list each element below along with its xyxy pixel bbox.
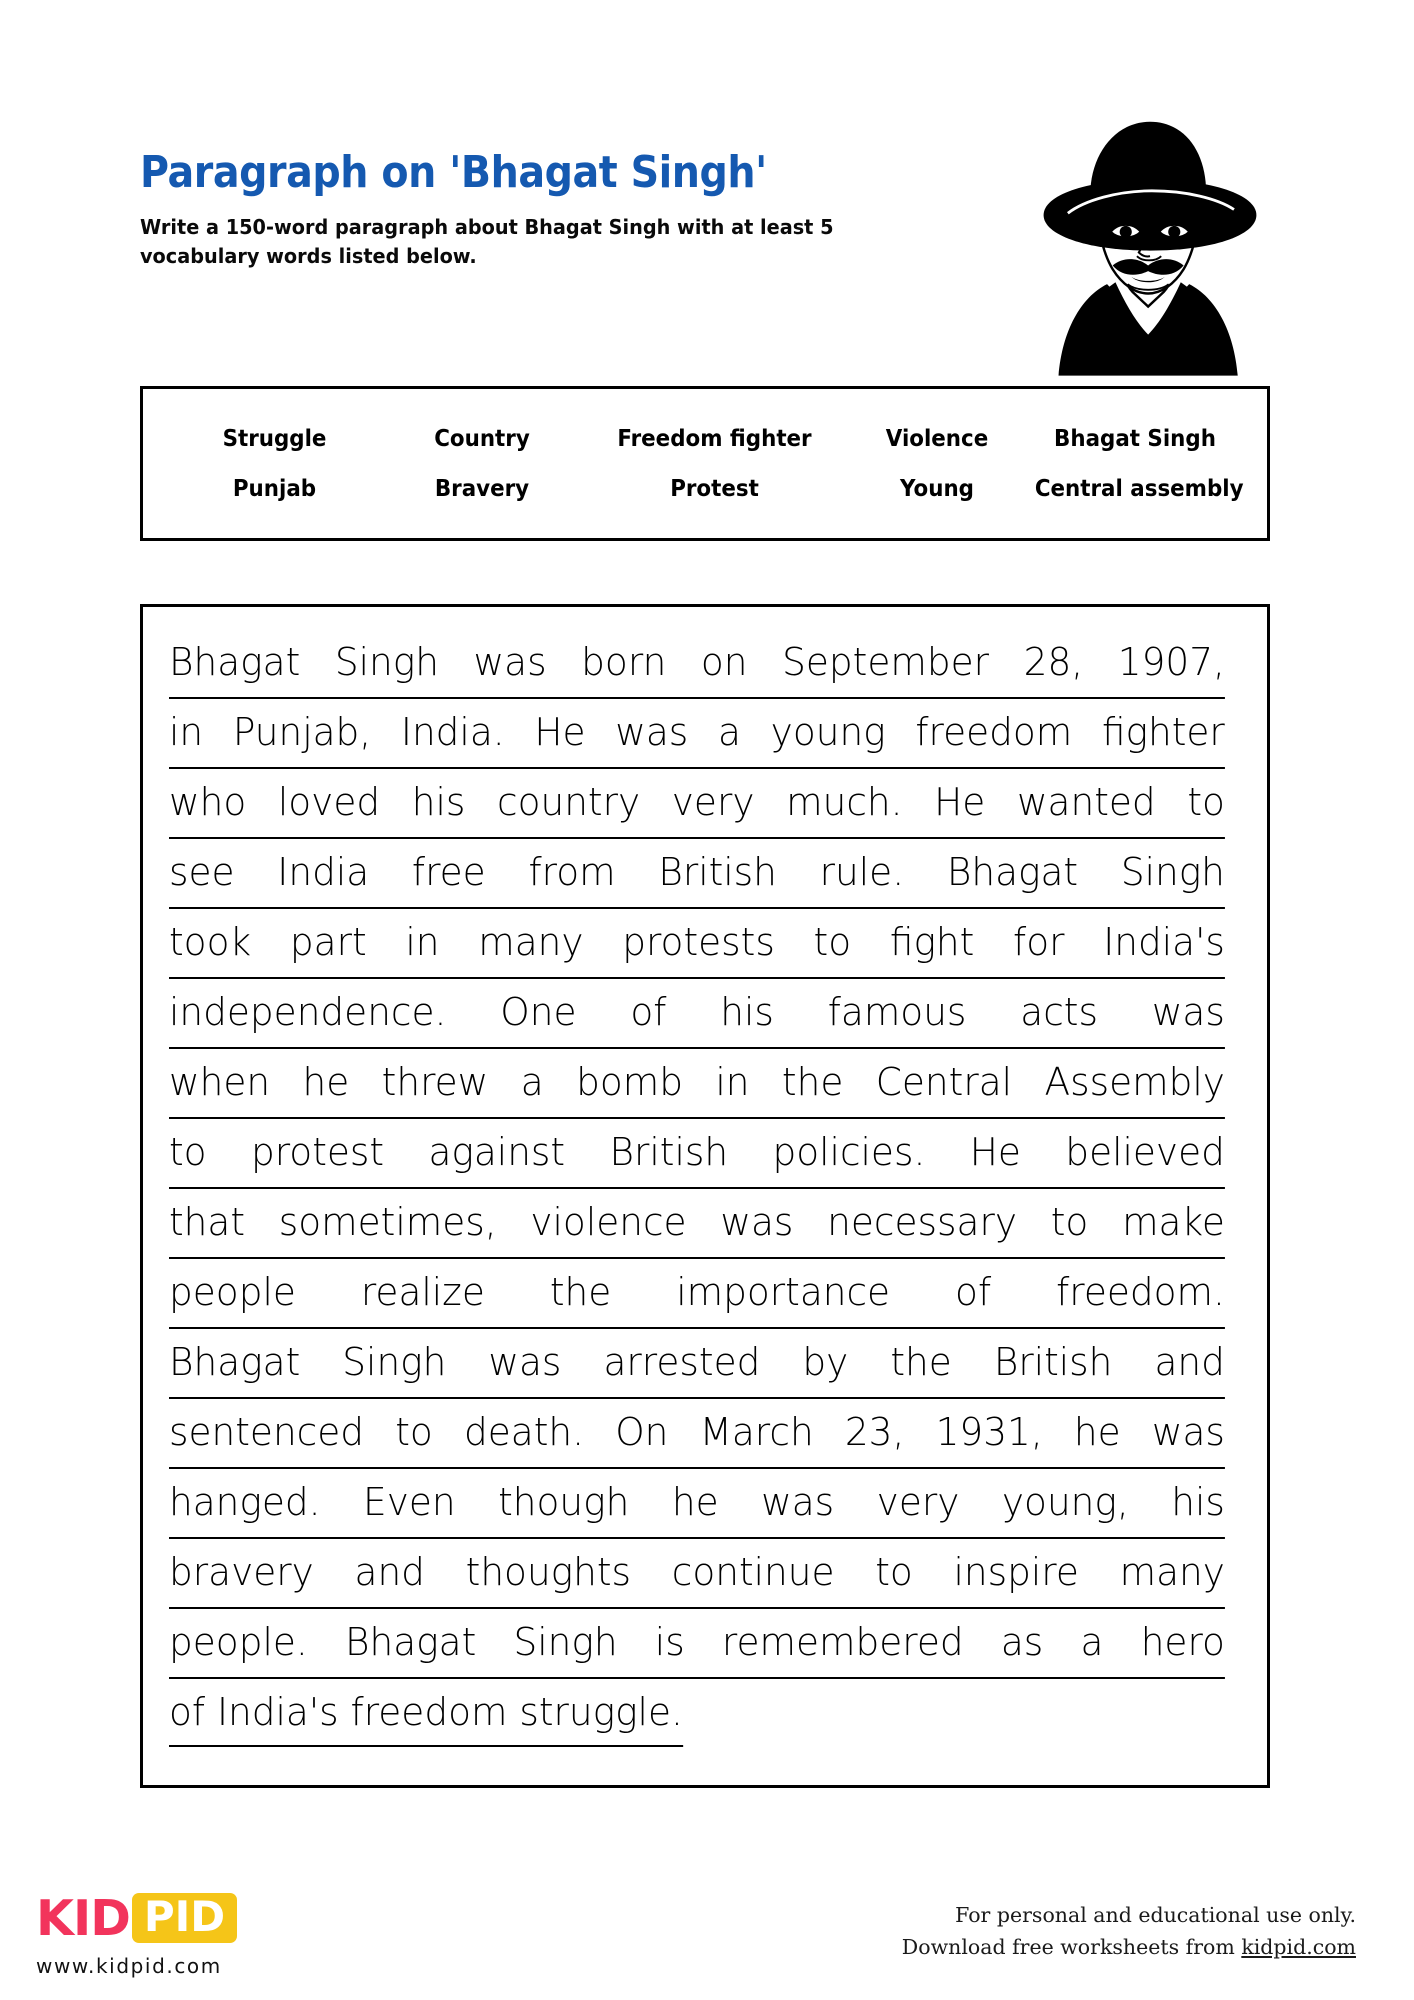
answer-line-text: sentenced to death. On March 23, 1931, he was <box>169 1410 1225 1454</box>
answer-line <box>169 1259 1225 1329</box>
footer-note-prefix: Download free worksheets from <box>901 1934 1242 1959</box>
footer-note-line-2 <box>902 1932 1356 1964</box>
answer-line-text: bravery and thoughts continue to inspire many <box>169 1550 1225 1594</box>
page-title: Paragraph on 'Bhagat Singh' <box>140 147 767 198</box>
answer-line-text: of India's freedom struggle. <box>169 1679 683 1747</box>
answer-line-text: Bhagat Singh was arrested by the British and <box>169 1340 1225 1384</box>
vocab-word: Punjab <box>232 475 317 502</box>
vocab-word: Young <box>900 475 974 502</box>
vocab-word: Violence <box>885 425 989 452</box>
answer-line-text: independence. One of his famous acts was <box>169 990 1225 1034</box>
answer-line <box>169 1189 1225 1259</box>
answer-line <box>169 1119 1225 1189</box>
logo-wordmark <box>36 1890 396 1946</box>
answer-line-text: people realize the importance of freedom. <box>169 1270 1225 1314</box>
vocab-word: Country <box>434 425 530 452</box>
answer-line <box>169 699 1225 769</box>
vocab-word: Protest <box>670 475 759 502</box>
answer-line <box>169 769 1225 839</box>
vocab-word: Freedom fighter <box>617 425 812 452</box>
answer-line <box>169 1329 1225 1399</box>
footer-kidpid-link[interactable]: kidpid.com <box>1241 1934 1356 1959</box>
bhagat-singh-portrait-icon <box>1010 95 1290 380</box>
answer-line-text: people. Bhagat Singh is remembered as a hero <box>169 1620 1225 1664</box>
answer-line <box>169 1399 1225 1469</box>
answer-line <box>169 979 1225 1049</box>
answer-line <box>169 909 1225 979</box>
logo-pid-badge: PID <box>132 1893 237 1943</box>
answer-line <box>169 839 1225 909</box>
answer-line-text: to protest against British policies. He believed <box>169 1130 1225 1174</box>
answer-line <box>169 1469 1225 1539</box>
footer-note-line-1: For personal and educational use only. <box>955 1903 1356 1927</box>
answer-line-text: see India free from British rule. Bhagat Singh <box>169 850 1225 894</box>
vocabulary-row-2 <box>143 464 1267 514</box>
answer-line-text: who loved his country very much. He wanted to <box>169 780 1225 824</box>
answer-line-text: hanged. Even though he was very young, his <box>169 1480 1225 1524</box>
answer-line <box>169 1049 1225 1119</box>
kidpid-logo <box>36 1890 396 1978</box>
vocab-word: Struggle <box>222 425 327 452</box>
answer-line <box>169 1609 1225 1679</box>
answer-paragraph <box>169 629 1225 1747</box>
answer-line-text: took part in many protests to fight for India's <box>169 920 1225 964</box>
answer-line-text: that sometimes, violence was necessary to make <box>169 1200 1225 1244</box>
answer-line-text: in Punjab, India. He was a young freedom fighter <box>169 710 1225 754</box>
vocabulary-box <box>140 386 1270 541</box>
answer-box[interactable] <box>140 604 1270 1788</box>
vocabulary-row-1 <box>143 414 1267 464</box>
vocab-word: Central assembly <box>1034 475 1244 502</box>
vocab-word: Bhagat Singh <box>1054 425 1216 452</box>
footer-usage-note <box>902 1900 1356 1964</box>
answer-line <box>169 1539 1225 1609</box>
answer-line-text: Bhagat Singh was born on September 28, 1907, <box>169 640 1225 684</box>
answer-line-text: when he threw a bomb in the Central Assembly <box>169 1060 1225 1104</box>
answer-line <box>169 629 1225 699</box>
answer-line <box>169 1679 1225 1747</box>
logo-kid-text: KID <box>36 1889 130 1947</box>
instructions-text: Write a 150-word paragraph about Bhagat Singh with at least 5 vocabulary words listed below. <box>140 214 834 269</box>
logo-website-url: www.kidpid.com <box>36 1954 222 1978</box>
vocab-word: Bravery <box>434 475 530 502</box>
header <box>140 147 930 272</box>
